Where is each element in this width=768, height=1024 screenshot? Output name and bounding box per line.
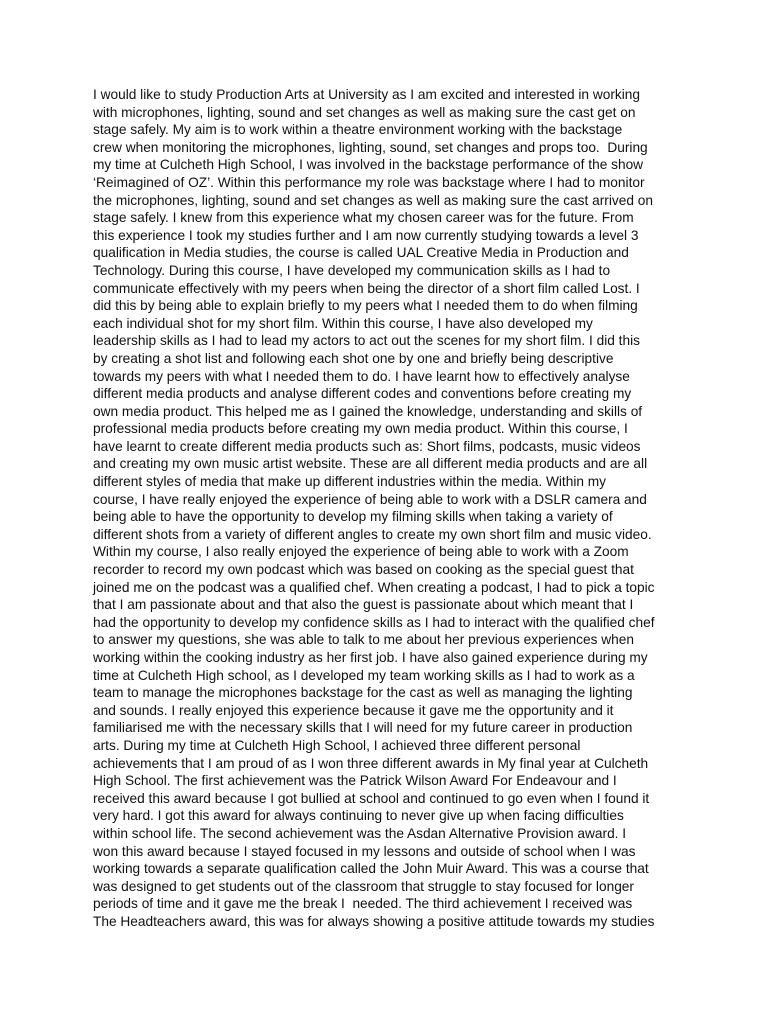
text-line: recorder to record my own podcast which was based on cooking as the special guest that [93,562,634,578]
text-line: stage safely. My aim is to work within a theatre environment working with the backstage [93,122,623,138]
text-line: have learnt to create different media products such as: Short films, podcasts, music videos [93,438,641,454]
text-line: my time at Culcheth High School, I was involved in the backstage performance of the show [93,157,644,173]
text-line: very hard. I got this award for always continuing to never give up when facing difficulties [93,808,624,824]
text-line: crew when monitoring the microphones, lighting, sound, set changes and props too. During [93,139,648,155]
text-line: joined me on the podcast was a qualified chef. When creating a podcast, I had to pick a topic [93,579,655,595]
text-line: with microphones, lighting, sound and set changes as well as making sure the cast get on [93,104,636,120]
text-line: different media products and analyse different codes and conventions before creating my [93,386,632,402]
text-line: had the opportunity to develop my confidence skills as I had to interact with the qualified chef [93,614,655,630]
text-line: within school life. The second achievement was the Asdan Alternative Provision award. I [93,825,627,841]
text-line: qualification in Media studies, the course is called UAL Creative Media in Production and [93,245,629,261]
text-line: leadership skills as I had to lead my actors to act out the scenes for my short film. I did this [93,333,640,349]
text-line: course, I have really enjoyed the experience of being able to work with a DSLR camera and [93,491,647,507]
text-line: this experience I took my studies further and I am now currently studying towards a level 3 [93,227,639,243]
text-line: I would like to study Production Arts at University as I am excited and interested in working [93,87,640,102]
text-line: Technology. During this course, I have developed my communication skills as I had to [93,262,611,278]
text-line: was designed to get students out of the classroom that struggle to stay focused for longer [93,878,634,894]
text-line: The Headteachers award, this was for always showing a positive attitude towards my studies [93,913,655,929]
text-line: working towards a separate qualification called the John Muir Award. This was a course that [93,861,649,877]
text-line: periods of time and it gave me the break I needed. The third achievement I received was [93,896,633,912]
text-line: Within my course, I also really enjoyed the experience of being able to work with a Zoom [93,544,629,560]
personal-statement-body [93,86,693,931]
text-line: familiarised me with the necessary skills that I will need for my future career in production [93,720,633,736]
text-line: and creating my own music artist website. These are all different media products and are all [93,456,648,472]
text-line: arts. During my time at Culcheth High School, I achieved three different personal [93,737,581,753]
text-line: professional media products before creating my own media product. Within this course, I [93,421,628,437]
text-line: that I am passionate about and that also the guest is passionate about which meant that I [93,597,634,613]
text-line: towards my peers with what I needed them to do. I have learnt how to effectively analyse [93,368,630,384]
text-line: communicate effectively with my peers when being the director of a short film called Lost. I [93,280,640,296]
text-line: and sounds. I really enjoyed this experience because it gave me the opportunity and it [93,702,614,718]
text-line: achievements that I am proud of as I won three different awards in My final year at Culcheth [93,755,649,771]
text-line: different shots from a variety of different angles to create my own short film and music video. [93,526,652,542]
text-line: by creating a shot list and following each shot one by one and briefly being descriptive [93,350,614,366]
text-line: did this by being able to explain briefly to my peers what I needed them to do when filming [93,298,638,314]
text-line: being able to have the opportunity to develop my filming skills when taking a variety of [93,509,613,525]
text-line: ‘Reimagined of OZ’. Within this performance my role was backstage where I had to monitor [93,174,645,190]
text-line: each individual shot for my short film. Within this course, I have also developed my [93,315,593,331]
text-line: time at Culcheth High school, as I developed my team working skills as I had to work as a [93,667,635,683]
text-line: the microphones, lighting, sound and set changes as well as making sure the cast arrived on [93,192,653,208]
text-line: won this award because I stayed focused in my lessons and outside of school when I was [93,843,636,859]
text-line: received this award because I got bullied at school and continued to go even when I found it [93,790,650,806]
text-line: to answer my questions, she was able to talk to me about her previous experiences when [93,632,634,648]
text-line: own media product. This helped me as I gained the knowledge, understanding and skills of [93,403,643,419]
text-line: working within the cooking industry as her first job. I have also gained experience during my [93,650,648,665]
text-line: team to manage the microphones backstage for the cast as well as managing the lighting [93,685,633,701]
text-line: High School. The first achievement was the Patrick Wilson Award For Endeavour and I [93,773,617,789]
text-line: stage safely. I knew from this experience what my chosen career was for the future. From [93,210,634,226]
text-line: different styles of media that make up different industries within the media. Within my [93,474,607,490]
